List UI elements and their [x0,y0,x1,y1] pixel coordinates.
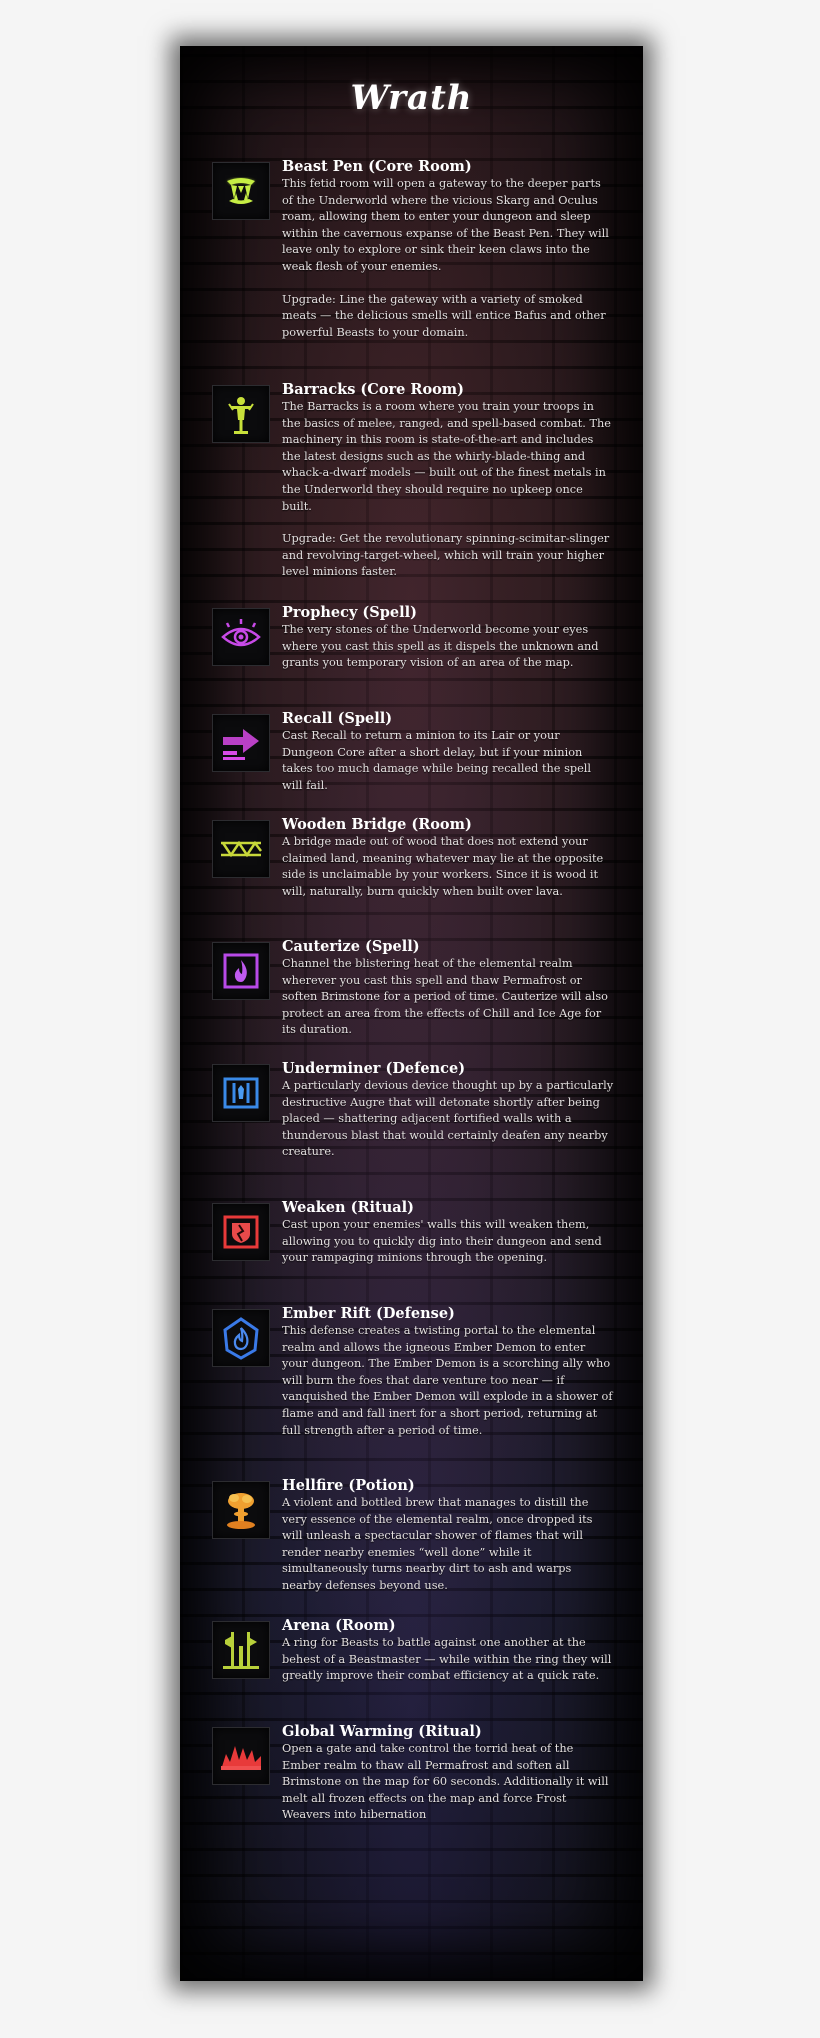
entry-icon-frame [212,162,270,220]
recall-arrow-icon [217,719,265,767]
entry-description: A ring for Beasts to battle against one another at the behest of a Beastmaster — while within the ring they will greatly improve their combat efficiency at a quick rate. [282,1636,612,1683]
entry-description: Open a gate and take control the torrid heat of the Ember realm to thaw all Permafrost and soften all Brimstone on the map for 60 seconds. Additionally it will melt all frozen effects on the map and force Frost Weavers into hibernation [282,1742,609,1822]
entry-upgrade: Upgrade: Line the gateway with a variety of smoked meats — the delicious smells will entice Bafus and other powerful Beasts to your domain. [282,292,606,339]
entry-icon-frame [212,714,270,772]
entry-name: Global Warming (Ritual) [282,1723,482,1740]
mushroom-cloud-icon [217,1486,265,1534]
rift-flame-icon [217,1314,265,1362]
entry-upgrade: Upgrade: Get the revolutionary spinning-scimitar-slinger and revolving-target-wheel, which will train your higher level minions faster. [282,532,610,579]
entry-name: Beast Pen (Core Room) [282,158,472,175]
entry-icon-frame [212,820,270,878]
underminer-icon [217,1069,265,1117]
entry-description: A violent and bottled brew that manages to distill the very essence of the elemental realm, once dropped its will unleash a spectacular shower of flames that will render nearby enemies “well done” while it simultaneously turns nearby dirt to ash and warps nearby defenses beyond use. [282,1496,593,1592]
entry-icon-frame [212,608,270,666]
entry-icon-frame [212,1309,270,1367]
entry-name: Barracks (Core Room) [282,381,464,398]
entry-description: A particularly devious device thought up by a particularly destructive Augre that will detonate shortly after being placed — shattering adjacent fortified walls with a thunderous blast that would certainly deafen any nearby creature. [282,1079,614,1159]
entry-description: A bridge made out of wood that does not extend your claimed land, meaning whatever may lie at the opposite side is unclaimable by your workers. Since it is wood it will, naturally, burn quickly when built over lava. [282,835,604,898]
arena-weapons-icon [217,1626,265,1674]
entry-icon-frame [212,385,270,443]
entry-description: This fetid room will open a gateway to the deeper parts of the Underworld where the vicious Skarg and Oculus roam, allowing them to enter your dungeon and sleep within the cavernous expanse of the Beast Pen. They will leave only to explore or sink their keen claws into the weak flesh of your enemies. [282,177,609,273]
entry-description: Cast upon your enemies' walls this will weaken them, allowing you to quickly dig into their dungeon and send your rampaging minions through the opening. [282,1218,602,1265]
panel-title: Wrath [350,78,473,118]
entry-description: Channel the blistering heat of the elemental realm wherever you cast this spell and thaw Permafrost or soften Brimstone for a period of time. Cauterize will also protect an area from the effects of Chill and Ice Age for its duration. [282,957,608,1037]
entry-icon-frame [212,1727,270,1785]
entry-description: The Barracks is a room where you train your troops in the basics of melee, ranged, and spell-based combat. The machinery in this room is state-of-the-art and includes the latest designs such as the whirly-blade-thing and whack-a-dwarf models — built out of the finest metals in the Underworld they should require no upkeep once built. [282,400,611,513]
bridge-icon [217,825,265,873]
cracked-shield-icon [217,1208,265,1256]
entry-name: Wooden Bridge (Room) [282,816,472,833]
entry-icon-frame [212,1621,270,1679]
entry-name: Hellfire (Potion) [282,1477,415,1494]
flame-square-icon [217,947,265,995]
wrath-panel [180,46,643,1981]
entry-name: Underminer (Defence) [282,1060,466,1077]
entry-icon-frame [212,1481,270,1539]
entry-name: Weaken (Ritual) [282,1199,415,1216]
entry-name: Prophecy (Spell) [282,604,417,621]
fire-spikes-icon [217,1732,265,1780]
entry-icon-frame [212,1203,270,1261]
entry-description: The very stones of the Underworld become your eyes where you cast this spell as it dispels the unknown and grants you temporary vision of an area of the map. [282,623,599,670]
entry-name: Recall (Spell) [282,710,393,727]
entry-description: This defense creates a twisting portal to the elemental realm and allows the igneous Ember Demon to enter your dungeon. The Ember Demon is a scorching ally who will burn the foes that dare venture too near — if vanquished the Ember Demon will explode in a shower of flame and and fall inert for a short period, returning at full strength after a period of time. [282,1324,613,1437]
training-dummy-icon [217,390,265,438]
entry-description: Cast Recall to return a minion to its Lair or your Dungeon Core after a short delay, but if your minion takes too much damage while being recalled the spell will fail. [282,729,592,792]
entry-name: Ember Rift (Defense) [282,1305,455,1322]
entry-name: Cauterize (Spell) [282,938,420,955]
fanged-maw-icon [217,167,265,215]
eye-icon [217,613,265,661]
entry-name: Arena (Room) [282,1617,396,1634]
entry-icon-frame [212,1064,270,1122]
entry-icon-frame [212,942,270,1000]
